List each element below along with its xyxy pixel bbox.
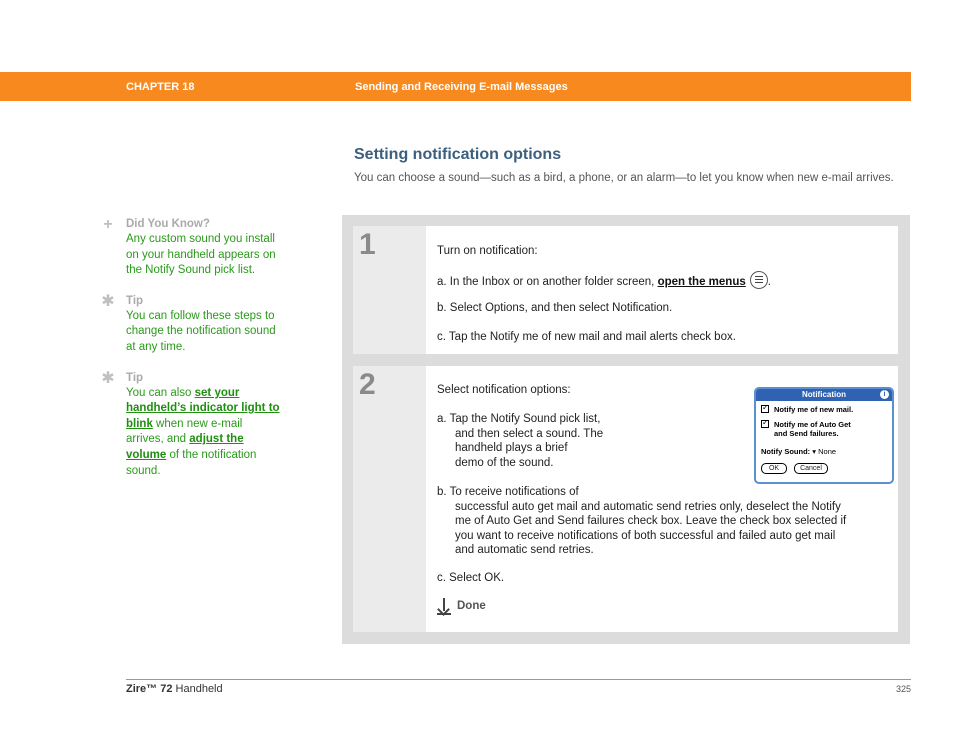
step-item-a-suffix: . — [767, 276, 771, 289]
step-item-a-line: a. Tap the Notify Sound pick list, — [437, 413, 601, 425]
did-you-know-text: Any custom sound you install on your handheld appears on the Notify Sound pick list. — [126, 233, 276, 277]
chapter-header-bar — [0, 72, 911, 101]
notification-dialog — [754, 387, 894, 484]
step-item-b-line: you want to receive notifications of both successful and failed auto get mail — [455, 529, 836, 542]
step-intro: Turn on notification: — [437, 245, 538, 257]
step-item-c: c. Tap the Notify me of new mail and mail alerts check box. — [437, 331, 736, 343]
dropdown-arrow-icon[interactable]: ▾ — [812, 447, 817, 456]
plus-icon: + — [103, 216, 113, 233]
notification-title-text: Notification — [802, 390, 846, 399]
tip-block-2 — [100, 370, 280, 480]
step-item-b-line: and automatic send retries. — [455, 544, 594, 556]
step-2 — [353, 366, 898, 632]
indicator-light-link[interactable]: set your handheld’s indicator light to blink — [126, 386, 280, 430]
notify-sound-label: Notify Sound: — [761, 447, 811, 456]
done-marker — [437, 598, 486, 614]
step-item-a-line: demo of the sound. — [455, 456, 554, 469]
footer-divider — [126, 679, 911, 680]
sidebar — [100, 216, 280, 493]
step-number: 1 — [359, 228, 376, 261]
notify-failures-checkbox-line2: and Send failures. — [774, 429, 839, 438]
checkbox-label: Notify me of Auto Get — [774, 420, 851, 429]
checkbox-checked-icon[interactable] — [761, 420, 769, 428]
page-number: 325 — [895, 684, 911, 694]
step-number-column — [353, 366, 426, 632]
asterisk-icon: ✱ — [101, 369, 115, 387]
menu-icon — [750, 271, 768, 289]
step-intro: Select notification options: — [437, 384, 571, 396]
step-item-b-line: successful auto get mail and automatic send retries only, deselect the Notify — [455, 500, 841, 513]
tip-text: You can follow these steps to change the notification sound at any time. — [126, 309, 276, 353]
section-title: Setting notification options — [354, 146, 562, 163]
tip-heading: Tip — [126, 294, 144, 307]
tip-text-mid: when new e-mail arrives, and — [126, 417, 243, 446]
down-arrow-icon — [437, 598, 451, 614]
section-intro: You can choose a sound—such as a bird, a phone, or an alarm—to let you know when new e-mail arrives. — [354, 172, 894, 184]
cancel-button[interactable]: Cancel — [794, 463, 828, 474]
asterisk-icon: ✱ — [101, 292, 115, 310]
tip-block-1 — [100, 293, 280, 356]
step-item-a-prefix: a. In the Inbox or on another folder screen, — [437, 276, 658, 289]
step-number: 2 — [359, 368, 376, 401]
footer-product-name: Zire™ 72 — [126, 683, 173, 695]
step-item-b: b. Select Options, and then select Notification. — [437, 302, 673, 314]
notify-sound-value[interactable]: None — [818, 447, 837, 456]
chapter-title: Sending and Receiving E-mail Messages — [355, 81, 568, 93]
ok-button[interactable]: OK — [761, 463, 787, 474]
tip-text-before: You can also — [126, 386, 195, 399]
step-item-b-line: b. To receive notifications of — [437, 486, 579, 498]
notify-new-mail-checkbox[interactable] — [761, 405, 853, 414]
tip-text-after: of the notification sound. — [126, 448, 257, 477]
checkbox-label: Notify me of new mail. — [774, 405, 854, 414]
open-menus-link[interactable]: open the menus — [657, 276, 746, 289]
chapter-label: CHAPTER 18 — [126, 81, 195, 93]
step-item-a-line: handheld plays a brief — [455, 442, 568, 454]
adjust-volume-link[interactable]: adjust the volume — [126, 433, 244, 461]
step-1 — [353, 226, 898, 354]
step-number-column — [353, 226, 426, 354]
step-item-c: c. Select OK. — [437, 572, 505, 584]
step-item-a-line: and then select a sound. The — [455, 427, 604, 440]
step-item-b-line: me of Auto Get and Send failures check box. Leave the check box selected if — [455, 515, 847, 527]
notify-failures-checkbox[interactable] — [761, 420, 851, 429]
step-item-a — [437, 273, 771, 291]
done-label: Done — [457, 600, 486, 613]
tip-text — [126, 386, 280, 480]
did-you-know-block — [100, 216, 280, 279]
notification-dialog-title — [756, 389, 892, 401]
steps-panel — [342, 215, 910, 644]
footer-product — [126, 683, 223, 695]
info-icon[interactable]: i — [880, 390, 889, 399]
tip-heading: Tip — [126, 371, 144, 384]
footer-product-rest: Handheld — [172, 683, 223, 695]
notify-sound-row — [761, 445, 836, 460]
checkbox-checked-icon[interactable] — [761, 405, 769, 413]
did-you-know-heading: Did You Know? — [126, 218, 210, 230]
